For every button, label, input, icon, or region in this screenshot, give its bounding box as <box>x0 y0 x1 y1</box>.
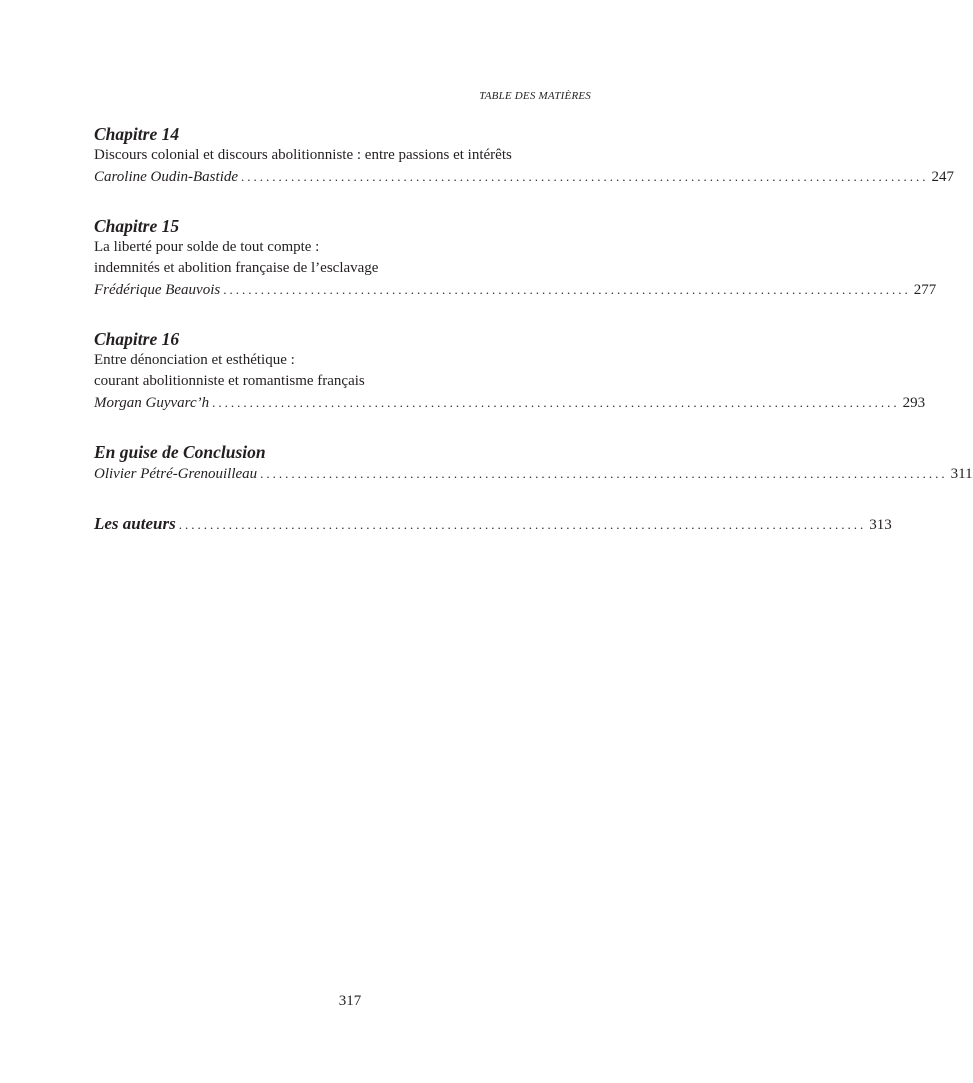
table-of-contents <box>94 124 973 536</box>
chapter-author: Caroline Oudin-Bastide <box>94 169 239 185</box>
toc-author-line <box>94 392 926 414</box>
page-reference: 247 <box>931 169 955 185</box>
toc-entry-chapter-14 <box>94 124 955 188</box>
chapter-title-line: Entre dénonciation et esthétique : <box>94 352 295 368</box>
chapter-author: Morgan Guyvarc’h <box>94 395 210 411</box>
toc-author-line <box>94 463 973 485</box>
dot-leader: .............................................................................................................. <box>260 466 948 481</box>
chapter-title-line: Discours colonial et discours abolitionniste : entre passions et intérêts <box>94 147 512 163</box>
chapter-author: Olivier Pétré-Grenouilleau <box>94 466 258 482</box>
dot-leader: .............................................................................................................. <box>223 282 911 297</box>
chapter-title-line: indemnités et abolition française de l’esclavage <box>94 260 379 276</box>
toc-author-line <box>94 279 937 301</box>
chapter-heading: En guise de Conclusion <box>94 442 266 462</box>
authors-heading: Les auteurs <box>94 514 176 533</box>
toc-entry-chapter-16 <box>94 329 926 414</box>
toc-entry-chapter-15 <box>94 216 937 301</box>
toc-author-line <box>94 166 955 188</box>
chapter-title-line: La liberté pour solde de tout compte : <box>94 239 320 255</box>
dot-leader: .............................................................................................................. <box>178 517 867 532</box>
dot-leader: .............................................................................................................. <box>212 395 900 410</box>
toc-entry-conclusion <box>94 442 973 485</box>
dot-leader: .............................................................................................................. <box>241 169 929 184</box>
chapter-heading: Chapitre 16 <box>94 329 180 349</box>
page-reference: 311 <box>950 466 973 482</box>
chapter-author: Frédérique Beauvois <box>94 282 221 298</box>
page-reference: 293 <box>902 395 926 411</box>
running-header: TABLE DES MATIÈRES <box>479 90 591 102</box>
chapter-heading: Chapitre 15 <box>94 216 180 236</box>
chapter-heading: Chapitre 14 <box>94 124 180 144</box>
toc-entry-authors <box>94 513 892 536</box>
page-reference: 313 <box>869 517 892 533</box>
page-reference: 277 <box>913 282 937 298</box>
toc-authors-line <box>94 513 892 536</box>
chapter-title-line: courant abolitionniste et romantisme français <box>94 373 365 389</box>
page-number: 317 <box>338 993 362 1009</box>
